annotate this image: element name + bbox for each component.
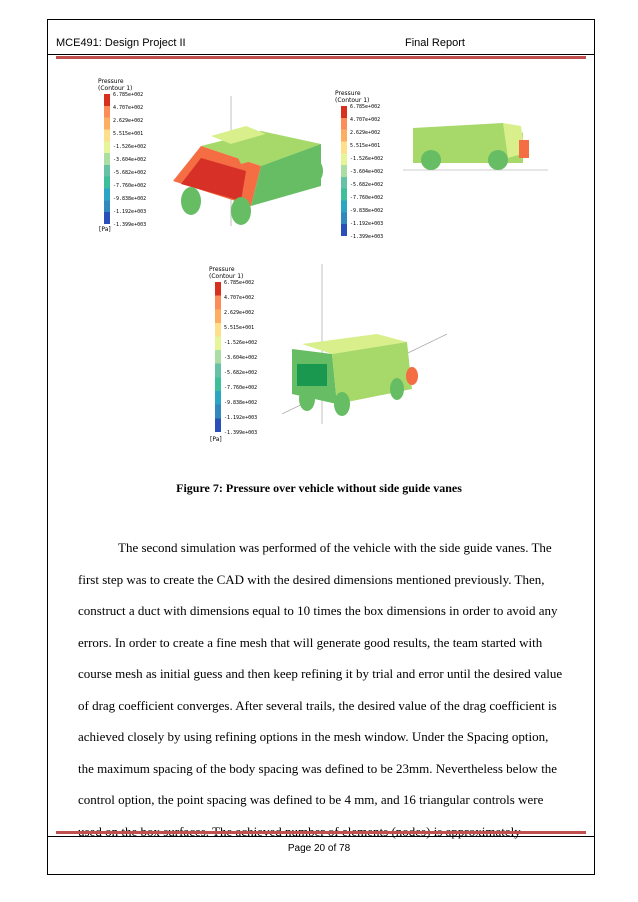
figure-caption: Figure 7: Pressure over vehicle without side guide vanes <box>176 481 462 495</box>
legend-tick-label: -9.838e+002 <box>350 208 384 214</box>
legend-tick-label: -1.526e+002 <box>224 340 258 346</box>
legend-tick-label: -7.760e+002 <box>224 385 258 391</box>
body-line: errors. In order to create a fine mesh that will generate good results, the team started with <box>78 634 543 650</box>
legend-tick-label: -1.526e+002 <box>350 156 384 162</box>
legend-tick-label: -1.192e+003 <box>224 415 258 421</box>
legend-tick-label: -9.838e+002 <box>113 196 147 202</box>
legend-tick-label: -1.526e+002 <box>113 144 147 150</box>
legend-tick-label: -5.682e+002 <box>350 182 384 188</box>
figure-rear-isometric <box>207 264 447 449</box>
body-line: course mesh as initial guess and then keep refining it by trial and error until the desired value <box>78 666 563 681</box>
legend-tick-label: -3.604e+002 <box>113 157 147 163</box>
legend-tick-label: 4.707e+002 <box>350 117 381 123</box>
header-left: MCE491: Design Project II <box>56 37 186 49</box>
legend-tick-label: -1.399e+003 <box>350 234 384 240</box>
legend-unit: [Pa] <box>210 436 222 443</box>
legend-colorbar <box>215 282 221 432</box>
legend-tick-label: -9.838e+002 <box>224 400 258 406</box>
figure-side-view <box>333 88 548 238</box>
legend-tick-label: -7.760e+002 <box>113 183 147 189</box>
body-line: construct a duct with dimensions equal to 10 times the box dimensions in order to avoid any <box>78 603 558 618</box>
legend-tick-label: 2.629e+002 <box>113 118 144 124</box>
legend-tick-label: -7.760e+002 <box>350 195 384 201</box>
legend-tick-label: 5.515e+001 <box>350 143 381 149</box>
body-line: control option, the point spacing was defined to be 4 mm, and 16 triangular controls were <box>78 792 544 807</box>
legend-tick-label: -1.192e+003 <box>113 209 147 215</box>
vehicle-front-render <box>171 96 331 236</box>
footer-accent-band <box>56 831 586 834</box>
legend-tick-label: 2.629e+002 <box>224 310 255 316</box>
legend-unit: [Pa] <box>99 226 111 233</box>
legend-title: Pressure <box>209 266 235 273</box>
header-rule <box>47 54 595 55</box>
legend-colorbar <box>341 106 347 236</box>
legend-tick-label: 2.629e+002 <box>350 130 381 136</box>
legend-tick-label: -5.682e+002 <box>224 370 258 376</box>
legend-title: Pressure <box>335 90 361 97</box>
legend-subtitle: (Contour 1) <box>335 97 370 104</box>
legend-title: Pressure <box>98 78 124 85</box>
legend-tick-label: -1.399e+003 <box>113 222 147 228</box>
legend-tick-label: -1.399e+003 <box>224 430 258 436</box>
legend-tick-label: 5.515e+001 <box>224 325 255 331</box>
legend-tick-label: 6.785e+002 <box>113 92 144 98</box>
legend-tick-label: 5.515e+001 <box>113 131 144 137</box>
legend-tick-label: -3.604e+002 <box>224 355 258 361</box>
body-paragraph <box>78 532 578 847</box>
legend-tick-label: 6.785e+002 <box>224 280 255 286</box>
page-number: Page 20 of 78 <box>287 843 351 854</box>
body-line: the maximum spacing of the body spacing was defined to be 23mm. Nevertheless below the <box>78 760 558 776</box>
legend-colorbar <box>104 94 110 224</box>
legend-tick-label: -5.682e+002 <box>113 170 147 176</box>
header-right: Final Report <box>405 37 465 49</box>
legend-tick-label: -3.604e+002 <box>350 169 384 175</box>
legend-tick-label: 6.785e+002 <box>350 104 381 110</box>
body-line: The second simulation was performed of the vehicle with the side guide vanes. The <box>118 540 552 555</box>
legend-tick-label: 4.707e+002 <box>224 295 255 301</box>
body-line: of drag coefficient converges. After several trails, the desired value of the drag coefficient is <box>78 697 557 713</box>
header-accent-band <box>56 56 586 59</box>
body-line: first step was to create the CAD with the desired dimensions mentioned previously. Then, <box>78 571 545 587</box>
legend-tick-label: 4.707e+002 <box>113 105 144 111</box>
legend-subtitle: (Contour 1) <box>209 273 244 280</box>
body-line: achieved closely by using refining options in the mesh window. Under the Spacing option, <box>78 729 549 744</box>
legend-tick-label: -1.192e+003 <box>350 221 384 227</box>
figure-front-isometric <box>96 76 331 236</box>
legend-subtitle: (Contour 1) <box>98 85 133 92</box>
vehicle-side-render <box>403 108 548 178</box>
footer-rule <box>47 836 595 837</box>
vehicle-rear-render <box>282 264 447 424</box>
